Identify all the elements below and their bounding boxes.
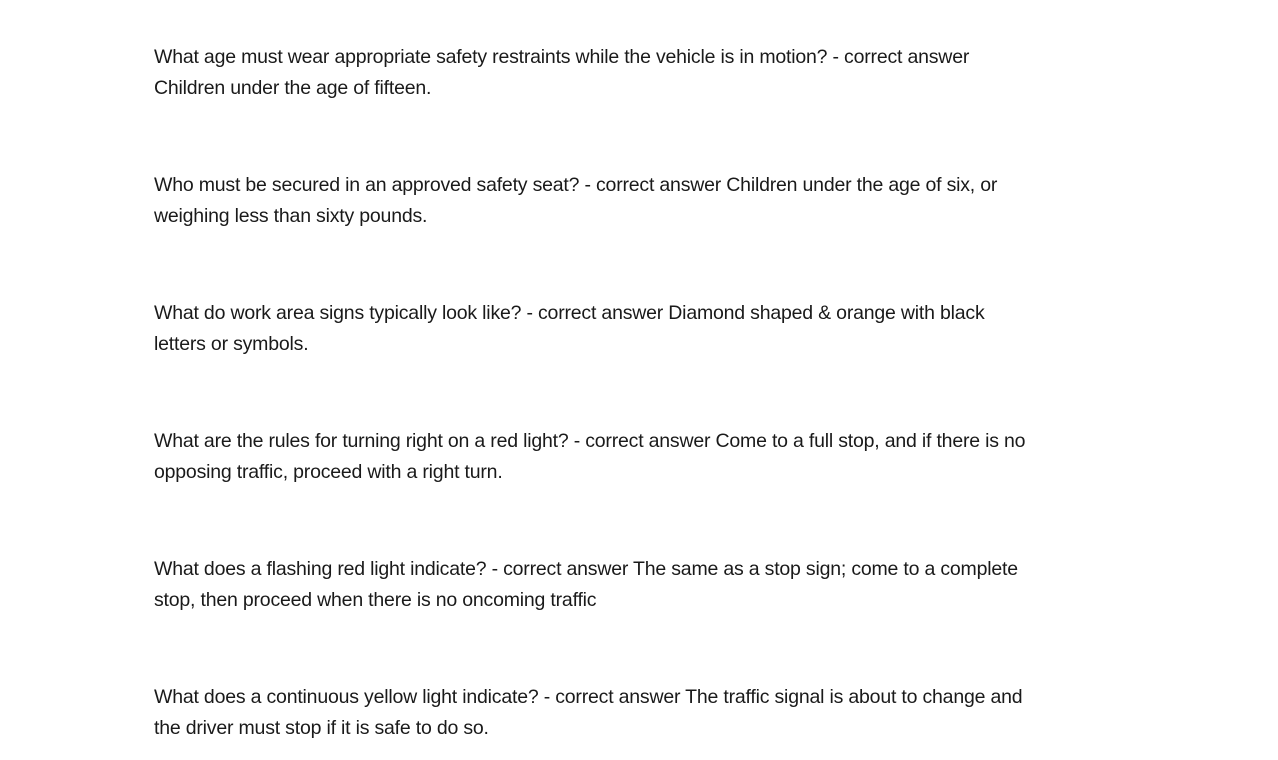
qa-item [154, 42, 1164, 104]
qa-line: What do work area signs typically look like? - correct answer Diamond shaped & orange with black [154, 302, 985, 324]
qa-line: Children under the age of fifteen. [154, 77, 432, 99]
qa-line: stop, then proceed when there is no oncoming traffic [154, 589, 597, 611]
qa-line: Who must be secured in an approved safety seat? - correct answer Children under the age of six, or [154, 174, 998, 196]
qa-line: letters or symbols. [154, 333, 309, 355]
qa-line: What does a flashing red light indicate? - correct answer The same as a stop sign; come to a complete [154, 558, 1018, 580]
qa-line: What are the rules for turning right on a red light? - correct answer Come to a full stop, and if there is no [154, 430, 1026, 452]
qa-item [154, 298, 1164, 360]
qa-item [154, 554, 1164, 616]
qa-line: What does a continuous yellow light indicate? - correct answer The traffic signal is about to change and [154, 686, 1023, 708]
qa-line: opposing traffic, proceed with a right turn. [154, 461, 503, 483]
qa-item [154, 426, 1164, 488]
qa-line: weighing less than sixty pounds. [154, 205, 428, 227]
qa-line: What age must wear appropriate safety restraints while the vehicle is in motion? - correct answer [154, 46, 970, 68]
qa-item [154, 170, 1164, 232]
qa-line: the driver must stop if it is safe to do so. [154, 717, 489, 739]
qa-item [154, 682, 1164, 744]
document-page [154, 42, 1164, 744]
